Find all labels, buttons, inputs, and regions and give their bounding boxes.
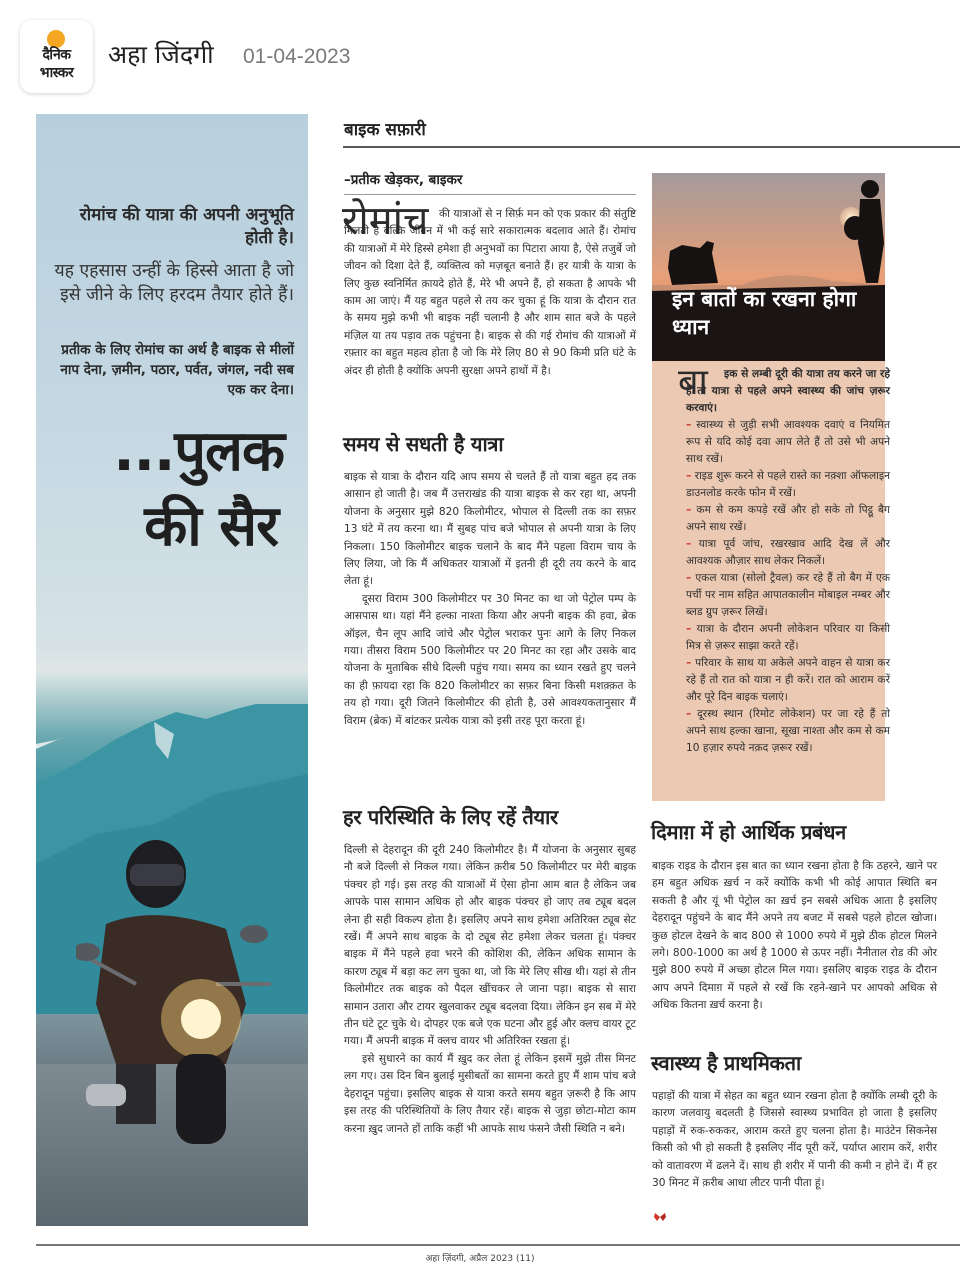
dash-bullet-icon: – (686, 470, 692, 482)
dash-bullet-icon: – (686, 572, 692, 584)
section-body-health: पहाड़ों की यात्रा में सेहत का बहुत ध्यान रखना होता है क्योंकि लम्बी दूरी के कारण जलवायु बदलती है जिससे स्वास्थ्य प्रभावित हो जाता है इसलिए पहाड़ों में रुक-रुककर, आराम करते हुए चलना होता है। माउंटेन सिकनेस किसी को भी हो सकती है इसलिए नींद पूरी करें, पर्याप्त आराम करें, शरीर को वातावरण में ढलने दें। साथ ही शरीर में पानी की कमी न होने दें। मैं हर 30 मिनट में क़रीब आधा लीटर पानी पीता हूं। (652, 1090, 937, 1190)
cover-photo-panel (36, 114, 308, 1226)
tip-item (686, 655, 890, 706)
paragraph: बाइक से यात्रा के दौरान यदि आप समय से चलते हैं तो यात्रा बहुत हद तक आसान हो जाती है। जब मैं उत्तराखंड की यात्रा बाइक से कर रहा था, अपनी योजना के अनुसार मुझे 820 किलोमीटर, भोपाल से दिल्ली तक का सफ़र 13 घंटे में तय करना था। मैं सुबह पांच बजे भोपाल से अपनी यात्रा के लिए निकला। 150 किलोमीटर बाइक चलाने के बाद मैंने पहला विराम चाय के लिए लिया, जो कि मैं अधिकतर यात्राओं में इतनी ही दूरी तय करने के बाद लेता हूं। (344, 471, 636, 588)
byline-divider (344, 194, 636, 195)
tip-item (686, 706, 890, 757)
dash-bullet-icon: – (686, 419, 692, 431)
publication-title: अहा जिंदगी (108, 40, 214, 69)
dash-bullet-icon: – (686, 504, 692, 516)
tip-text: राइड शुरू करने से पहले रास्ते का नक़्शा ऑफलाइन डाउनलोड करके फोन में रखें। (686, 470, 890, 499)
tips-dropcap: बा (678, 362, 708, 403)
section-body-prepared (344, 842, 636, 1138)
logo-text-line2: भास्कर (39, 65, 74, 81)
dainik-bhaskar-logo[interactable] (20, 20, 93, 93)
tips-title: इन बातों का रखना होगा ध्यान (672, 287, 857, 339)
tip-text: स्वास्थ्य से जुड़ी सभी आवश्यक दवाएं व नियमित रूप से यदि कोई दवा आप लेते हैं तो उसे भी अपने साथ रखें। (686, 419, 890, 465)
dash-bullet-icon: – (686, 708, 692, 720)
edition-date: 01-04-2023 (243, 45, 351, 68)
tip-text: कम से कम कपड़े रखें और हो सके तो पिट्ठू बैग अपने साथ रखें। (686, 504, 890, 533)
tip-text: एकल यात्रा (सोलो ट्रैवल) कर रहे हैं तो बैग में एक पर्ची पर नाम सहित आपातकालीन मोबाइल नम्बर और ब्लड ग्रुप ज़रूर लिखें। (686, 572, 890, 618)
paragraph: इसे सुधारने का कार्य मैं ख़ुद कर लेता हूं लेकिन इसमें मुझे तीस मिनट लग गए। उस दिन बिन बुलाई मुसीबतों का सामना करते हुए मैं शाम पांच बजे देहरादून पहुंचा। इसलिए बाइक से यात्रा करते समय बहुत ज़रूरी है कि आप इस तरह की परिस्थितियों के लिए तैयार रहें। बाइक से जुड़ा छोटा-मोटा काम करना ख़ुद जानते हों ताकि कहीं भी आपके साथ फंसने जैसी स्थिति न बने। (344, 1052, 636, 1135)
section-heading-time: समय से सधती है यात्रा (343, 432, 504, 456)
section-divider (343, 146, 960, 148)
section-heading-health: स्वास्थ्य है प्राथमिकता (651, 1051, 801, 1075)
tip-text: दूरस्थ स्थान (रिमोट लोकेशन) पर जा रहे हैं तो अपने साथ हल्का खाना, सूखा नाश्ता और कम से कम 10 हज़ार रुपये नक़द ज़रूर रखें। (686, 708, 890, 754)
intro-quote-bold: रोमांच की यात्रा की अपनी अनुभूति होती है। (79, 205, 294, 248)
motorcycle-rider-illustration (76, 834, 276, 1154)
tips-list (686, 417, 890, 757)
sun-logo-icon (47, 30, 65, 48)
section-body-finance: बाइक राइड के दौरान इस बात का ध्यान रखना होता है कि ठहरने, खाने पर हम बहुत अधिक ख़र्च न करें क्योंकि कभी भी कोई आपात स्थिति बन सकती है और यूं भी पेट्रोल का ख़र्च इन सबसे अधिक आता है इसलिए देहरादून पहुंचने के बाद मैंने अपने तय बजट में सबसे पहले होटल खोजा। कुछ होटल देखने के बाद 800 से 1000 रुपये में मुझे ठीक होटल मिलने लगे। 800-1000 का अर्थ है 1000 से ऊपर नहीं। नैनीताल रोड की ओर मुझे 800 रुपये में अच्छा होटल मिल गया। इसलिए बाइक राइड के दौरान आप अपने दिमाग़ में पहले से रखें कि रहने-खाने पर आपको अधिक से अधिक कितना ख़र्च करना है। (652, 860, 937, 1012)
intro-quote-regular: यह एहसास उन्हीं के हिस्से आता है जो इसे जीने के लिए हरदम तैयार होते हैं। (54, 261, 294, 305)
sunset-biker-photo (652, 173, 885, 361)
section-heading-prepared: हर परिस्थिति के लिए रहें तैयार (343, 805, 558, 829)
article-title-line1: ...पुलक (113, 419, 284, 484)
section-heading-finance: दिमाग़ में हो आर्थिक प्रबंधन (651, 820, 846, 844)
tip-item (686, 468, 890, 502)
section-label: बाइक सफ़ारी (344, 120, 426, 140)
tip-item (686, 570, 890, 621)
section-body-time (344, 469, 636, 730)
dash-bullet-icon: – (686, 623, 692, 635)
paragraph: दिल्ली से देहरादून की दूरी 240 किलोमीटर है। मैं योजना के अनुसार सुबह नौ बजे दिल्ली से निकल गया। लेकिन क़रीब 50 किलोमीटर पर मेरी बाइक पंक्चर हो गई। इस तरह की यात्राओं में ऐसा होना आम बात है लेकिन जब आपके पास सामान अधिक हो और बाइक पंक्चर हो जाए तब ट्यूब बदल लेना ही सही विकल्प होता है। इसलिए अपने साथ हमेशा अतिरिक्त ट्यूब सेट रखें। मैं अपने साथ बाइक के दो ट्यूब सेट हमेशा लेकर चलता हूं। पंक्चर बाइक में मैंने पहले हवा भरने की कोशिश की, लेकिन अधिक सामान के कारण ट्यूब में बड़ा कट लग चुका था, जो कि मेरे लिए सीख थी। यहां से तीन किलोमीटर तक बाइक को पैदल खींचकर ले जाना पड़ा। बाइक से सारा सामान उतारा और टायर खुलवाकर ट्यूब बदलवा दिया। लेकिन इन सब में मेरे तीन घंटे टूट चुके थे। दोपहर एक बजे एक घटना और हुई और क्लच वायर टूट गया। मैं अपनी बाइक में क्लच वायर भी अतिरिक्त रखता हूं। (344, 844, 636, 1048)
tip-item (686, 536, 890, 570)
dash-bullet-icon: – (686, 657, 692, 669)
tip-item (686, 417, 890, 468)
tip-text: परिवार के साथ या अकेले अपने वाहन से यात्रा कर रहे हैं तो रात को यात्रा न ही करें। रात को आराम करें और पूरे दिन बाइक चलाएं। (686, 657, 891, 703)
tip-item (686, 502, 890, 536)
intro-quote-small: प्रतीक के लिए रोमांच का अर्थ है बाइक से मीलों नाप देना, ज़मीन, पठार, पर्वत, जंगल, नदी सब एक कर देना। (60, 342, 294, 398)
page-footer: अहा ज़िंदगी, अप्रैल 2023 (11) (425, 1254, 535, 1264)
app-header (0, 0, 960, 100)
footer-divider (36, 1244, 960, 1246)
tip-text: यात्रा के दौरान अपनी लोकेशन परिवार या किसी मित्र से ज़रूर साझा करते रहें। (686, 623, 890, 652)
tip-text: यात्रा पूर्व जांच, रखरखाव आदि देख लें और आवश्यक औज़ार साथ लेकर निकलें। (686, 538, 890, 567)
tip-item (686, 621, 890, 655)
butterfly-end-icon (654, 1212, 666, 1222)
logo-text-line1: दैनिक (42, 47, 71, 63)
tips-intro: इक से लम्बी दूरी की यात्रा तय करने जा रहे हैं तो यात्रा से पहले अपने स्वास्थ्य की जांच ज़रूर करवाएं। (686, 368, 890, 414)
article-title-line2: की सैर (144, 494, 278, 559)
author-byline: –प्रतीक खेड़कर, बाइकर (344, 172, 463, 188)
paragraph: दूसरा विराम 300 किलोमीटर पर 30 मिनट का था जो पेट्रोल पम्प के आसपास था। यहां मैंने हल्का नाश्ता किया और अपनी बाइक की हवा, ब्रेक ऑइल, चैन लूप आदि जांचे और पेट्रोल भराकर पुनः आगे के लिए निकल गया। तीसरा विराम 500 किलोमीटर पर 20 मिनट का रहा और उसके बाद योजना के मुताबिक सीधे दिल्ली पहुंच गया। समय का ध्यान रखते हुए चलने का ही फ़ायदा रहा कि 820 किलोमीटर का सफ़र बिना किसी मशक़्क़त के तय हो गया। दूरी जितने किलोमीटर की होती है, उसे आवश्यकतानुसार मैं विराम (ब्रेक) में बांटकर प्रत्येक यात्रा को इसी तरह पूरा करता हूं। (344, 592, 636, 727)
tips-box (652, 173, 891, 801)
dash-bullet-icon: – (686, 538, 692, 550)
dropcap-word: रोमांच (342, 198, 429, 244)
article-intro-paragraph: की यात्राओं से न सिर्फ़ मन को एक प्रकार की संतुष्टि मिलती है बल्कि जीवन में भी कई सारे सकारात्मक बदलाव आते हैं। रोमांच की यात्राओं में मेरे हिस्से हमेशा ही अनुभवों का पिटारा आया है, ऐसे तजुर्बे जो जीवन को दिशा देते हैं, व्यक्तित्व को मज़बूत बनाते हैं। हर यात्री के यात्रा के लिए कुछ स्वनिर्मित क़ायदे होते हैं, मेरे भी अपने हैं, हो सकता है आपके भी काम आ जाएं। मैं यह बहुत पहले से तय कर चुका हूं कि यात्रा के दौरान रात के समय मुझे कभी भी बाइक नहीं चलानी है और शाम सात बजे के पहले मंज़िल या तय पड़ाव तक पहुंचना है। बाइक से की गई रोमांच की यात्राओं में रफ़्तार का बहुत महत्व होता है जो कि मेरे लिए 80 से 90 किमी प्रति घंटे के अंदर ही होती है क्योंकि अपनी सुरक्षा अपने हाथों में है। (344, 208, 636, 377)
